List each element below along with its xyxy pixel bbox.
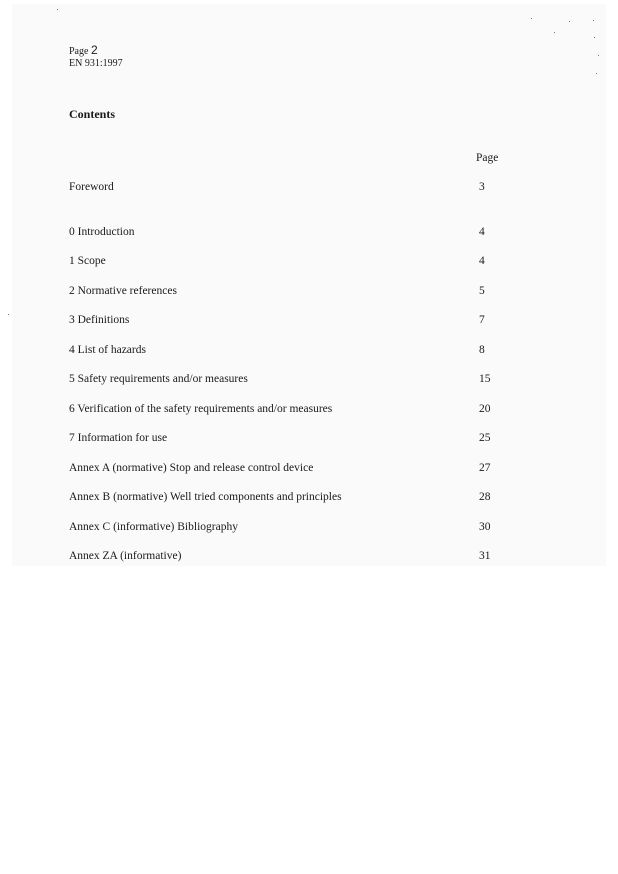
scan-speck	[593, 20, 594, 21]
toc-entry-page: 15	[479, 373, 491, 385]
toc-entry-title: Annex C (informative) Bibliography	[69, 521, 238, 533]
scan-speck	[569, 21, 570, 22]
scan-speck	[598, 55, 599, 56]
scan-speck	[596, 73, 597, 74]
toc-entry-title: 0 Introduction	[69, 226, 135, 238]
toc-entry-title: Annex B (normative) Well tried components and principles	[69, 491, 342, 503]
toc-entry-title: 1 Scope	[69, 255, 106, 267]
toc-entry-title: 4 List of hazards	[69, 344, 146, 356]
toc-entry	[0, 314, 618, 330]
toc-entry-title: Annex ZA (informative)	[69, 550, 182, 562]
scan-speck	[554, 32, 555, 33]
toc-entry	[0, 491, 618, 507]
toc-entry	[0, 226, 618, 242]
toc-entry-title: 3 Definitions	[69, 314, 130, 326]
toc-entry-page: 7	[479, 314, 485, 326]
toc-entry	[0, 550, 618, 566]
scan-speck	[57, 9, 58, 10]
toc-entry-page: 25	[479, 432, 491, 444]
standard-reference: EN 931:1997	[69, 58, 123, 69]
toc-entry	[0, 285, 618, 301]
toc-entry-page: 28	[479, 491, 491, 503]
toc-entry-page: 27	[479, 462, 491, 474]
toc-entry-title: 5 Safety requirements and/or measures	[69, 373, 248, 385]
page-number-line	[69, 44, 123, 58]
page-number: 2	[90, 43, 98, 57]
toc-entry	[0, 344, 618, 360]
toc-entry-title: 7 Information for use	[69, 432, 168, 444]
toc-entry-page: 31	[479, 550, 491, 562]
scan-speck	[594, 37, 595, 38]
toc-entry-page: 5	[479, 285, 485, 297]
page-header	[69, 44, 123, 70]
toc-entry-page: 3	[479, 181, 485, 193]
toc-entry	[0, 521, 618, 537]
toc-entry-page: 4	[479, 255, 485, 267]
toc-entry-page: 20	[479, 403, 491, 415]
toc-entry-title: Foreword	[69, 181, 114, 193]
toc-entry	[0, 373, 618, 389]
toc-entry-page: 4	[479, 226, 485, 238]
page-column-header: Page	[476, 152, 499, 164]
toc-entry	[0, 255, 618, 271]
toc-entry-page: 8	[479, 344, 485, 356]
toc-entry-title: 2 Normative references	[69, 285, 177, 297]
toc-entry-title: Annex A (normative) Stop and release control device	[69, 462, 314, 474]
toc-entry	[0, 403, 618, 419]
toc-entry	[0, 432, 618, 448]
toc-entry-page: 30	[479, 521, 491, 533]
toc-entry	[0, 181, 618, 197]
toc-entry-title: 6 Verification of the safety requirements and/or measures	[69, 403, 333, 415]
scan-speck	[531, 18, 532, 19]
toc-entry	[0, 462, 618, 478]
contents-heading: Contents	[69, 107, 116, 121]
page-label: Page	[69, 46, 89, 57]
